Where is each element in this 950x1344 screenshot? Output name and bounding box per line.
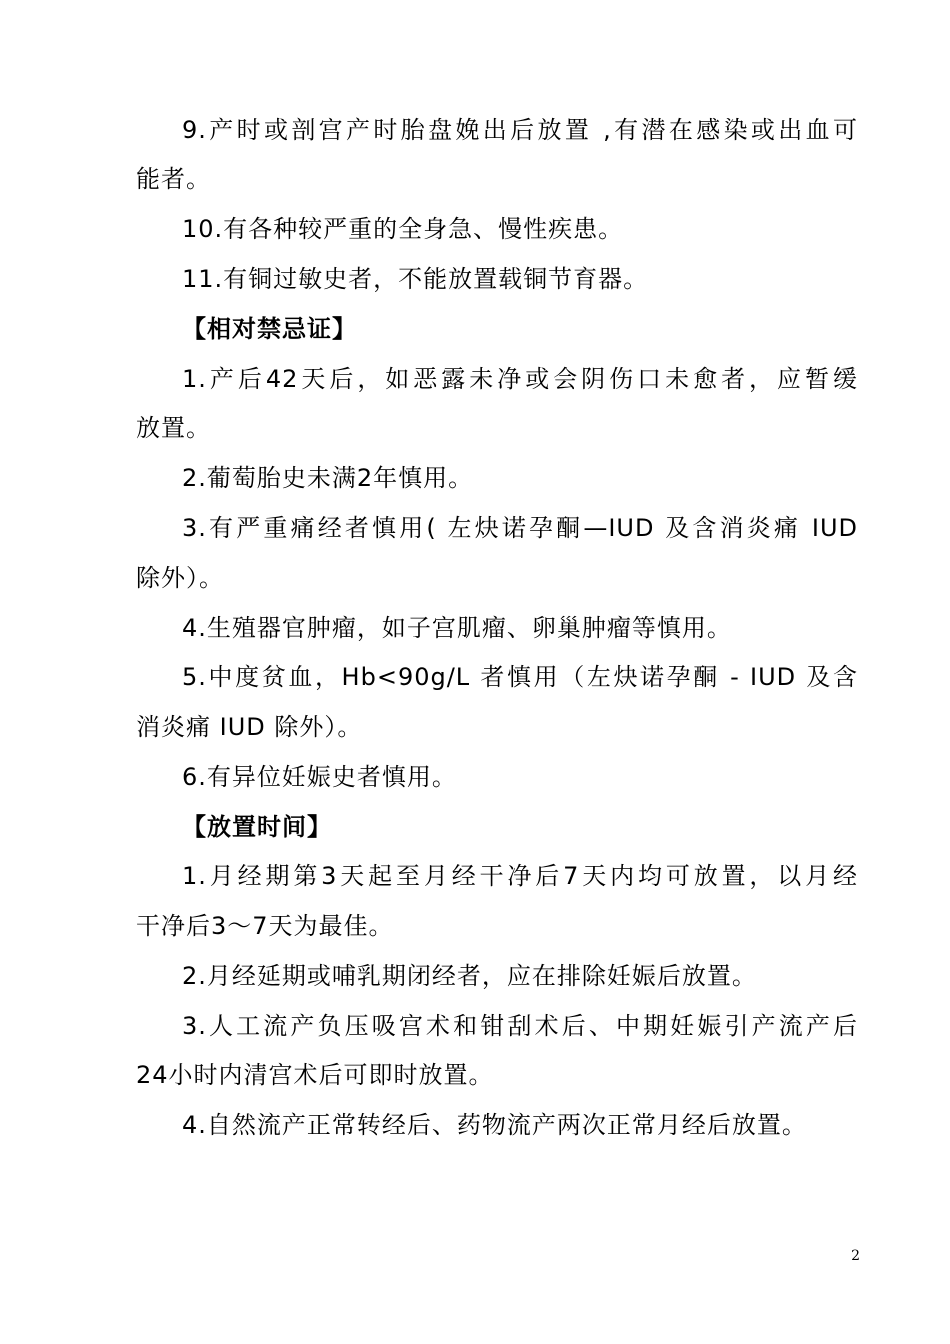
paragraph-line: 9.产时或剖宫产时胎盘娩出后放置 ,有潜在感染或出血可	[182, 116, 858, 144]
paragraph-line: 1.产后42天后，如恶露未净或会阴伤口未愈者，应暂缓	[182, 365, 858, 393]
paragraph-line: 消炎痛 IUD 除外）。	[136, 713, 363, 741]
paragraph-line: 3.人工流产负压吸宫术和钳刮术后、中期妊娠引产流产后	[182, 1012, 858, 1040]
section-heading: 【相对禁忌证】	[182, 315, 357, 343]
paragraph-line: 11.有铜过敏史者，不能放置载铜节育器。	[182, 265, 649, 293]
paragraph-line: 4.自然流产正常转经后、药物流产两次正常月经后放置。	[182, 1111, 807, 1139]
paragraph-line: 除外）。	[136, 564, 224, 592]
paragraph-line: 干净后3～7天为最佳。	[136, 912, 394, 940]
paragraph-line: 2.月经延期或哺乳期闭经者，应在排除妊娠后放置。	[182, 962, 757, 990]
page-number: 2	[851, 1248, 860, 1264]
paragraph-line: 4.生殖器官肿瘤，如子宫肌瘤、卵巢肿瘤等慎用。	[182, 614, 732, 642]
section-heading: 【放置时间】	[182, 813, 332, 841]
paragraph-line: 2.葡萄胎史未满2年慎用。	[182, 464, 474, 492]
paragraph-line: 放置。	[136, 414, 211, 442]
paragraph-line: 6.有异位妊娠史者慎用。	[182, 763, 457, 791]
paragraph-line: 3.有严重痛经者慎用( 左炔诺孕酮—IUD 及含消炎痛 IUD	[182, 514, 858, 542]
paragraph-line: 1.月经期第3天起至月经干净后7天内均可放置，以月经	[182, 862, 858, 890]
paragraph-line: 能者。	[136, 165, 211, 193]
paragraph-line: 10.有各种较严重的全身急、慢性疾患。	[182, 215, 624, 243]
paragraph-line: 5.中度贫血，Hb<90g/L 者慎用（左炔诺孕酮 - IUD 及含	[182, 663, 858, 691]
paragraph-line: 24小时内清宫术后可即时放置。	[136, 1061, 494, 1089]
